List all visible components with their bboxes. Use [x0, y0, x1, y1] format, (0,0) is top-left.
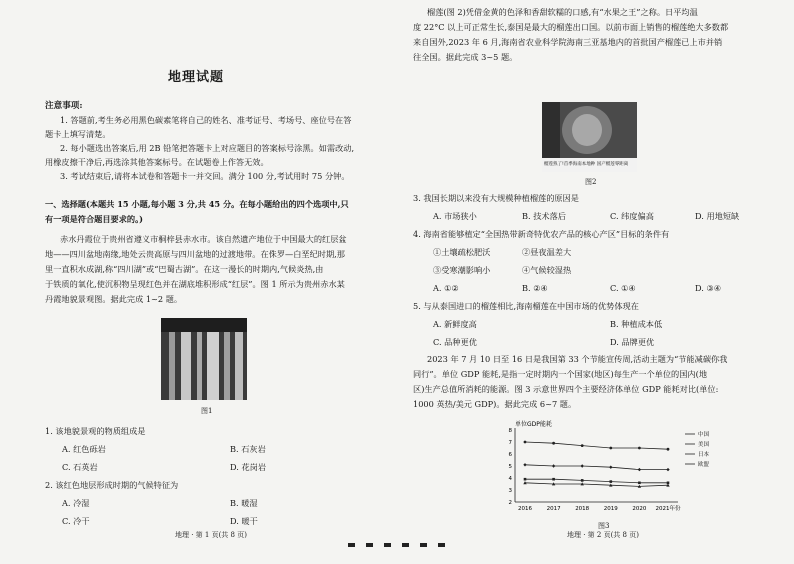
x-tick-label: 2017: [546, 506, 561, 512]
note-3: 3. 考试结束后,请将本试卷和答题卡一并交回。满分 100 分,考试用时 75 分钟。: [60, 171, 350, 181]
q1-option-d: D. 花岗岩: [230, 462, 267, 472]
series-line-日本: [525, 479, 668, 483]
q4-item-1: ①土壤疏松肥沃: [433, 247, 491, 257]
legend-label: 中国: [698, 432, 710, 438]
section-heading: 一、选择题(本题共 15 小题,每小题 3 分,共 45 分。在每小题给出的四个选项中,只: [45, 199, 349, 209]
data-point: [667, 448, 670, 451]
x-tick-label: 2020: [632, 506, 647, 512]
chart-title: 单位GDP能耗: [515, 421, 552, 428]
q5-option-a: A. 新鲜度高: [433, 319, 477, 329]
q3-option-b: B. 技术落后: [522, 211, 566, 221]
data-point: [524, 441, 527, 444]
q2-option-c: C. 冷干: [62, 516, 90, 526]
figure-3-caption: 图3: [598, 522, 610, 530]
legend-label: 美国: [698, 442, 710, 448]
y-tick-label: 8: [508, 428, 512, 434]
y-tick-label: 6: [508, 452, 512, 458]
passage-line-1: 赤水丹霞位于贵州省遵义市桐梓县赤水市。该自然遗产地位于中国最大的红层盆: [60, 234, 347, 244]
series-line-欧盟: [525, 483, 668, 487]
right-page-footer: 地理 · 第 2 页(共 8 页): [567, 531, 639, 539]
section-heading-cont: 有一项是符合题目要求的。): [45, 214, 144, 224]
q4-item-3: ③受寒潮影响小: [433, 265, 491, 275]
passage-line-2: 地——四川盆地南缘,地处云贵高原与四川盆地的过渡地带。在侏罗—白垩纪时期,那: [45, 249, 345, 259]
y-tick-label: 7: [508, 440, 512, 446]
question-1: 1. 该地貌景观的物质组成是: [45, 426, 146, 436]
data-point: [609, 447, 612, 450]
q2-option-d: D. 暖干: [230, 516, 258, 526]
data-point: [524, 478, 527, 481]
question-5: 5. 与从泰国进口的榴莲相比,海南榴莲在中国市场的优势体现在: [413, 301, 639, 311]
question-3: 3. 我国长期以来没有大规模种植榴莲的原因是: [413, 193, 579, 203]
q4-option-c: C. ①④: [610, 283, 636, 293]
x-tick-label: 2021年份: [655, 506, 681, 512]
x-tick-label: 2018: [575, 506, 590, 512]
q5-option-d: D. 品牌更优: [610, 337, 655, 347]
note-2: 2. 每小题选出答案后,用 2B 铅笔把答题卡上对应题目的答案标号涂黑。如需改动,: [60, 143, 355, 153]
figure-2-caption: 图2: [585, 178, 597, 186]
right-page: [405, 0, 794, 564]
passage-2-line-3: 区)生产总值所消耗的能源。图 3 示意世界四个主要经济体单位 GDP 能耗对比(单位:: [413, 384, 719, 394]
data-point: [581, 464, 584, 467]
y-tick-label: 4: [508, 476, 512, 482]
data-point: [609, 466, 612, 469]
note-1: 1. 答题前,考生务必用黑色碳素笔将自己的姓名、准考证号、考场号、座位号在答: [60, 115, 352, 125]
data-point: [581, 444, 584, 447]
data-point: [523, 463, 526, 466]
figure-1-caption: 图1: [201, 407, 213, 415]
intro-line-3: 来自国外,2023 年 6 月,海南省农业科学院海南三亚基地内的首批国产榴莲已上市并销: [413, 37, 723, 47]
series-line-美国: [525, 465, 668, 470]
energy-intensity-chart: [503, 418, 733, 518]
data-point: [638, 482, 641, 485]
left-page-footer: 地理 · 第 1 页(共 8 页): [175, 531, 247, 539]
exam-title: 地理试题: [168, 70, 225, 85]
q4-option-d: D. ③④: [695, 283, 722, 293]
data-point: [666, 468, 669, 471]
q4-item-4: ④气候较湿热: [522, 265, 572, 275]
intro-line-1: 榴莲(图 2)凭借金黄的色泽和香甜软糯的口感,有“水果之王”之称。日平均温: [427, 7, 698, 17]
passage-2-line-1: 2023 年 7 月 10 日至 16 日是我国第 33 个节能宣传周,活动主题为“节能减碳你我: [427, 354, 728, 364]
series-line-中国: [525, 442, 668, 449]
data-point: [552, 442, 555, 445]
q1-option-c: C. 石英岩: [62, 462, 98, 472]
data-point: [638, 468, 641, 471]
q3-option-a: A. 市场狭小: [433, 211, 477, 221]
q4-option-b: B. ②④: [522, 283, 548, 293]
question-4: 4. 海南省能够植定“全国热带新奇特优农产品的核心产区”目标的条件有: [413, 229, 670, 239]
notes-heading: 注意事项:: [45, 101, 83, 111]
passage-2-line-2: 同行”。单位 GDP 能耗,是指一定时期内一个国家(地区)每生产一个单位的国内(地: [413, 369, 708, 379]
x-tick-label: 2016: [518, 506, 532, 512]
q4-option-a: A. ①②: [433, 283, 459, 293]
data-point: [610, 480, 613, 483]
passage-line-5: 丹霞地貌景观图。据此完成 1~2 题。: [45, 294, 183, 304]
passage-2-line-4: 1000 英热/美元 GDP)。据此完成 6~7 题。: [413, 399, 577, 409]
y-tick-label: 5: [508, 464, 512, 470]
danxia-landform-photo: [161, 318, 247, 400]
q2-option-b: B. 暖湿: [230, 498, 258, 508]
data-point: [638, 447, 641, 450]
passage-line-4: 于铁质的氧化,使沉积物呈现红色并在湖底堆积形成“红层”。图 1 所示为贵州赤水某: [45, 279, 345, 289]
data-point: [581, 479, 584, 482]
legend-label: 日本: [698, 452, 710, 458]
q4-item-2: ②昼夜温差大: [522, 247, 572, 257]
legend-label: 欧盟: [698, 462, 710, 468]
q2-option-a: A. 冷湿: [62, 498, 90, 508]
q1-option-b: B. 石灰岩: [230, 444, 266, 454]
q5-option-b: B. 种植成本低: [610, 319, 663, 329]
durian-photo-banner: 榴莲熟了!首季海南本地种 国产榴莲零距离: [544, 162, 629, 167]
q1-option-a: A. 红色砾岩: [62, 444, 106, 454]
intro-line-4: 往全国。据此完成 3~5 题。: [413, 52, 518, 62]
x-tick-label: 2019: [603, 506, 618, 512]
q3-option-d: D. 用地短缺: [695, 211, 740, 221]
question-2: 2. 该红色地层形成时期的气候特征为: [45, 480, 179, 490]
y-tick-label: 3: [508, 488, 512, 494]
passage-line-3: 里一直积水成湖,称“四川湖”或“巴蜀古湖”。在这一漫长的时期内,气候炎热,由: [45, 264, 324, 274]
note-1-cont: 题卡上填写清楚。: [45, 129, 111, 139]
q5-option-c: C. 品种更优: [433, 337, 477, 347]
data-point: [552, 464, 555, 467]
durian-photo: [542, 102, 637, 172]
note-2-cont: 用橡皮擦干净后,再选涂其他答案标号。在试题卷上作答无效。: [45, 157, 269, 167]
intro-line-2: 度 22°C 以上可正常生长,泰国是最大的榴莲出口国。以前市面上销售的榴莲绝大多数都: [413, 22, 729, 32]
data-point: [552, 478, 555, 481]
y-tick-label: 2: [508, 500, 512, 506]
q3-option-c: C. 纬度偏高: [610, 211, 654, 221]
